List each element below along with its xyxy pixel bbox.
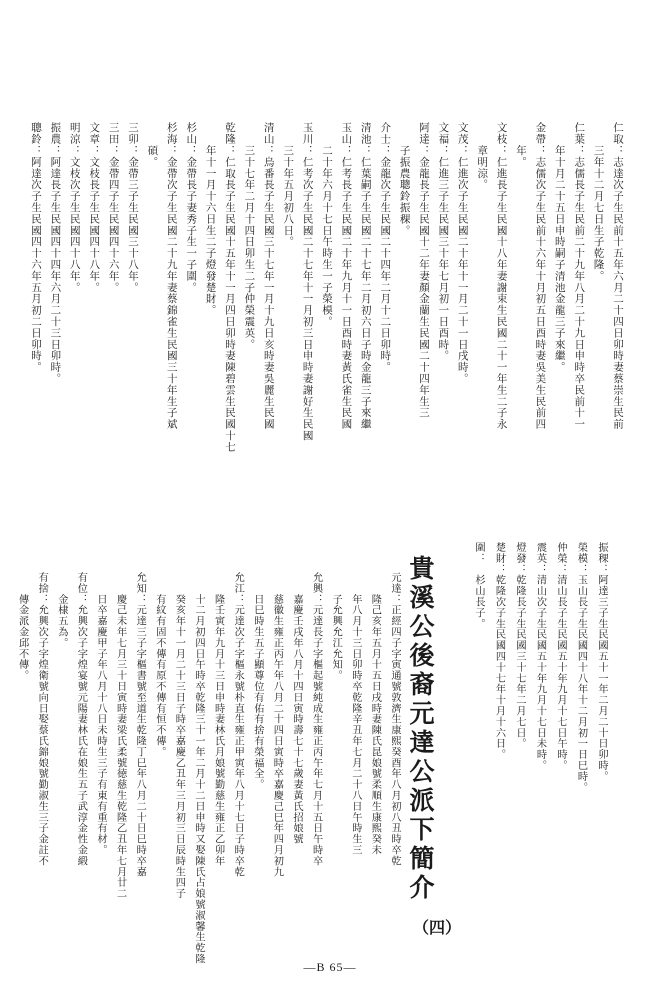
section-b-column: 榮模：玉山長子生民國四十八年十二月初一日巳時。 [575,542,587,793]
section-a-column: 文章：文枝長子生民國四十八年。 [88,122,101,293]
section-b-column: 震英：清山次子生民國五十年九月十七日未時。 [534,542,546,771]
section-a-column: 清池：仁葉嗣子生民國二十七年二月初六日子時金龍三子來繼 [359,122,372,430]
section-a-column: 文福：仁進三子生民國三十年七月初一日酉時。 [437,122,450,362]
section-c-column: 允江：元達次子字樞永號朴直生雍正甲寅年八月十七日子時卒乾 [232,572,244,878]
section-a-column: 三十七年二月十四日卯生二子仲榮震英。 [243,122,256,350]
section-title: 貴溪公後裔元達公派下簡介 [406,555,435,903]
section-a-column: 章明涼。 [476,122,489,191]
section-c-column: 有紋有固不傳有原不傳有恒不傳。 [153,572,165,758]
section-a-column: 年。 [515,122,527,168]
section-a-column: 聰鈴：阿達次子生民國四十六年五月初二日卯時。 [30,122,42,373]
section-b-column: 燈發：乾隆長子生民國三十七年二月七日。 [514,542,525,750]
section-c-column: 癸亥年十一月二十三日子時卒嘉慶乙丑年三月初三日辰時生四子 [173,572,185,899]
section-a-column: 玉山：仁考長子生民國二十年九月十一日酉時妻黃氏雀生民國 [340,122,353,430]
section-c-column: 有位：允興次子字煌宴號元陽妻林氏在娘生五子武淳金性金緞 [75,572,87,867]
section-title-number: （四） [413,918,462,937]
section-c-column: 嘉慶壬戌年八月十四日寅時壽七十七歲妻黃氏招娘號 [291,572,302,845]
section-a-column: 三田：金帶四子生民國四十六年。 [107,122,120,293]
section-c-column: 日巳時生五子顯尊位有佑有捨有榮福全。 [251,572,263,790]
section-a-column: 二十年六月十七日午時生一子榮模。 [321,122,333,328]
section-c-column: 隆壬寅年九月十三日申時妻林氏月娘號勤慈生雍正乙卯年 [212,572,224,867]
section-a-column: 三年十二月七日生子乾隆。 [592,122,605,282]
section-a-column: 玉川：仁考次子生民國二十七年十一月初三日申時妻謝好生民國 [301,122,314,442]
page-number: —B 65— [303,960,357,974]
section-a-column: 杉山：金帶長子妻秀子生一子圍。 [185,122,198,293]
section-b-column: 圍： 杉山長子。 [473,542,484,630]
section-a-column: 三卯：金帶三子生民國三十八年。 [127,122,139,293]
section-c-column: 日卒嘉慶甲子年八月十八日未時生三子有東有重有材。 [95,572,106,856]
section-c-column: 允興：元達長子字樞起號純成生雍正丙午年七月十五日午時卒 [310,572,322,867]
section-c-column: 金棣五為。 [55,572,67,649]
section-a-column: 清山：烏番長子生民國三十七年一月十九日亥時妻吳麗生民國 [262,122,275,430]
section-c-column: 允知：元達三子字樞書號至道生乾隆丁巳年八月二十日巳時卒嘉 [134,572,146,878]
section-a-column: 介士：金龍次子生民國二十四年二月十二日卯時。 [379,122,392,373]
section-c-column: 慈徽生雍正丙午年八月二十四日寅時卒嘉慶己巳年四月初九 [271,572,283,878]
section-a-column: 子振農聰鈴振稞。 [398,122,411,236]
section-a-column: 振農：阿達長子生民國四十四年六月二十三日卯時。 [49,122,62,385]
section-a-column: 碩。 [146,122,159,168]
section-a-column: 乾隆：仁取長子生民國十五年十一月四日卯時妻陳碧雲生民國十七 [224,122,236,453]
section-a-column: 仁取：志達次子生民前十五年六月二十四日卯時妻蔡崇生民前 [612,122,624,430]
section-c-column: 子允興允江允知。 [330,572,342,681]
section-c-column: 元達：正經四子字寅通號敦濟生康熙癸酉年八月初八丑時卒乾 [389,572,400,867]
section-a-column: 明涼：文枝次子生民國四十八年。 [68,122,81,293]
section-a-column: 文茂：仁進次子生民國二十年十一月二十一日戌時。 [456,122,469,385]
section-c-column: 年八月十三日卯時卒乾隆辛丑年七月二十八日午時生三 [349,572,361,856]
section-a-column: 年十一月十六日生二子燈發楚財。 [204,122,217,316]
section-c-column: 慶己未年七月三十日寅時妻梁氏柔號徳慈生乾隆乙丑年七月廿二 [114,572,126,899]
section-b-column: 楚財：乾隆次子生民國四十七年十月十六日。 [493,542,505,760]
section-c-column: 十二月初四日午時卒乾隆三十一年二月十二日申時又娶陳氏占娘號淑馨生乾隆 [193,572,204,965]
section-c-column: 有捨：允興次子字煌衛號向日娶蔡氏錦娘號勤淑生三子金註不 [36,572,48,867]
section-b-column: 仲榮：清山長子生民國五十年九月十七日午時。 [555,542,566,771]
section-a-column: 年十月二十五日申時嗣子清池金龍三子來繼。 [553,122,566,373]
section-a-column: 仁葉：志儒長子生民前二十九年八月二十九日申時卒民前十一 [573,122,586,430]
section-b-column: 振稞：阿達三子生民國五十一年二月二十日卯時。 [596,542,607,782]
section-c-column: 傳金派金邱不傳。 [16,572,28,681]
section-a-column: 文枝：仁進長子生民國十八年妻謝束生民國二十一年生二子永 [495,122,508,430]
section-a-column: 阿達：金龍長子生民國十二年妻顏金蘭生民國二十四年生三 [418,122,430,419]
section-a-column: 杉海：金帶次子生民國二十九年妻蔡錦雀生民國三十年生子斌 [165,122,178,430]
section-c-column: 隆己亥年五月十五日戌時妻陳氏昆娘號柔順生康熙癸未 [369,572,381,856]
section-a-column: 金帶：志儒次子生民前十六年十月初五日酉時妻吳美生民前四 [534,122,547,430]
section-a-column: 三十年五月初八日。 [282,122,295,248]
